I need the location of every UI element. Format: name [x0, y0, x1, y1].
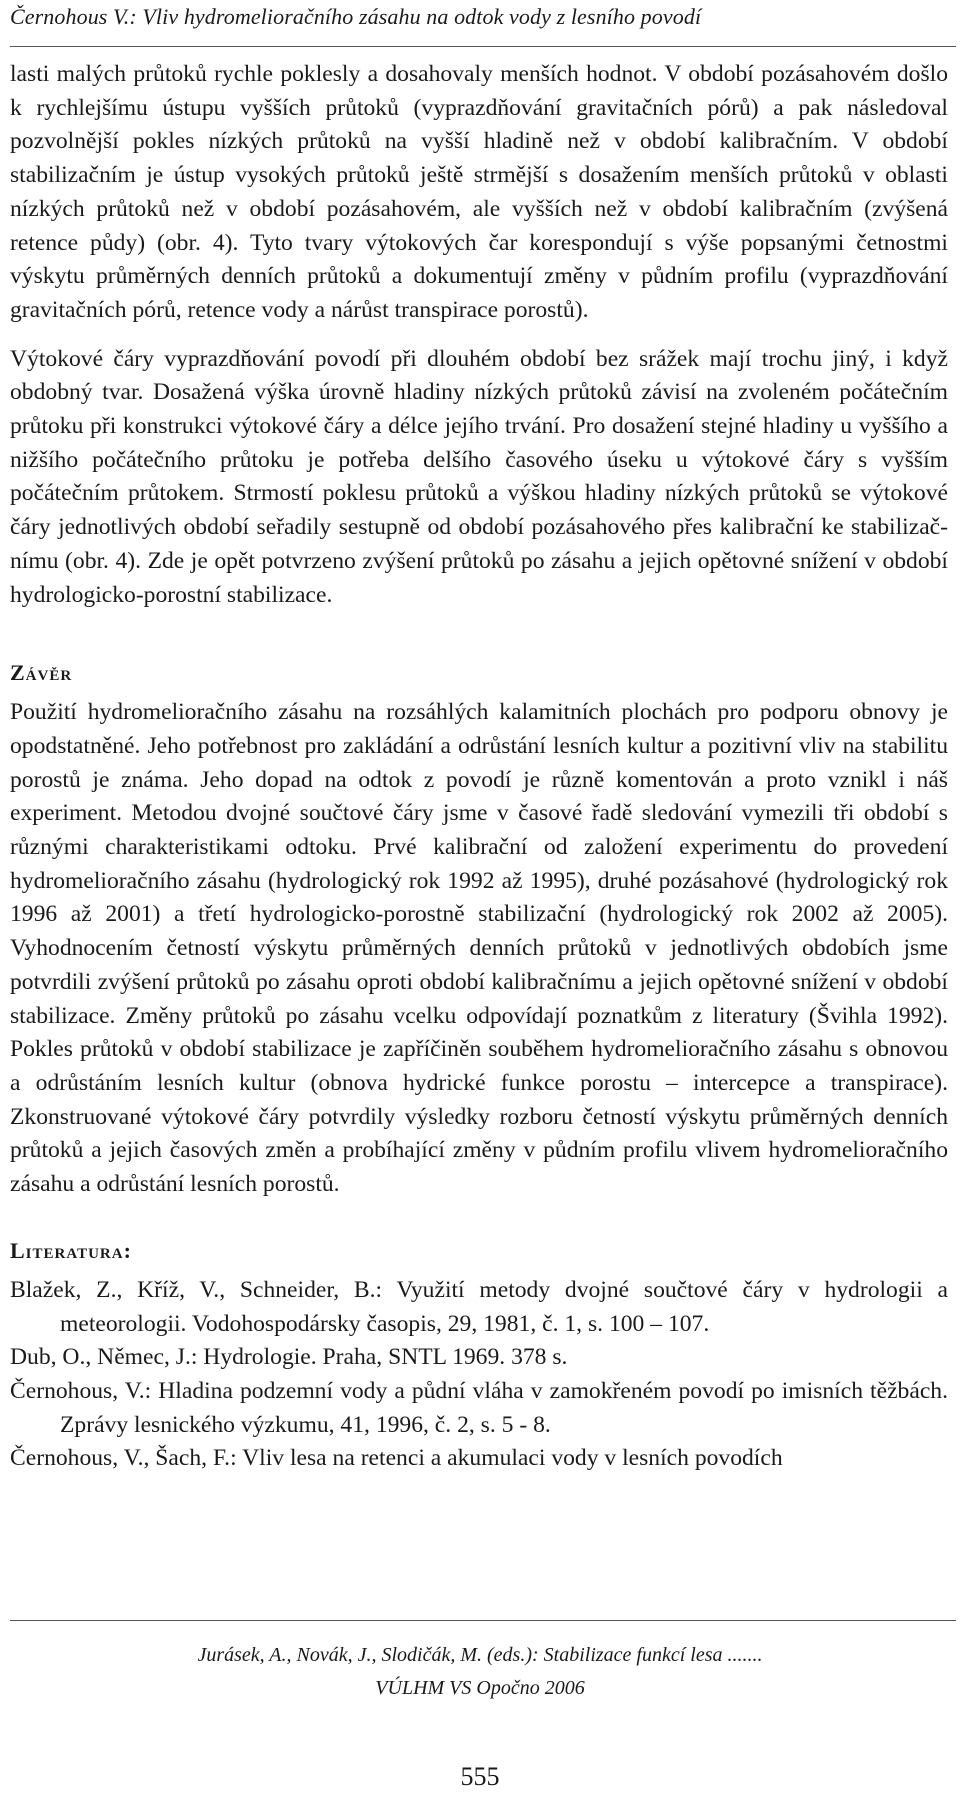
reference-item: Černohous, V., Šach, F.: Vliv lesa na retenci a akumulaci vody v lesních povodích [10, 1445, 783, 1472]
reference-item: Blažek, Z., Kříž, V., Schneider, B.: Využití metody dvojné součtové čáry v hydrologii a meteorologii. Vodohospodársky časopis, 29, 1981, č. 1, s. 100 – 107. [10, 1276, 948, 1337]
reference-list [10, 1274, 948, 1476]
footer-citation: Jurásek, A., Novák, J., Slodičák, M. (eds.): Stabilizace funkcí lesa ....... [197, 1644, 763, 1666]
body-paragraph: lasti malých průtoků rychle poklesly a dosahovaly menších hodnot. V období pozásahovém došlo k rychlejšímu ústupu vyšších průtoků (vyprazdňování gravitačních pórů) a pak následoval pozvolnější pokles nízkých průtoků na vyšší hladině než v období kalibračním. V období stabilizačním je ústup vysokých průtoků ještě strmější s dosažením menších průtoků v oblasti nízkých průtoků než v období pozásahovém, ale vyšších než v období kalibračním (zvýšená retence půdy) (obr. 4). Tyto tvary výtokových čar korespondují s výše popsanými četnostmi výskytu průměrných denních průtoků a dokumentují změny v půdním profilu (vyprazdňování gravitačních pórů, retence vody a nárůst transpirace porostů). [10, 61, 948, 323]
footer-rule [10, 1620, 956, 1621]
conclusion-heading: Závěr [10, 660, 73, 686]
reference-item: Černohous, V.: Hladina podzemní vody a půdní vláha v zamokřeném povodí po imisních těžbách. Zprávy lesnického výzkumu, 41, 1996, č. 2, s. 5 - 8. [10, 1377, 948, 1438]
running-head: Černohous V.: Vliv hydromelioračního zásahu na odtok vody z lesního povodí [10, 4, 702, 29]
header-rule [10, 46, 956, 47]
conclusion-paragraph: Použití hydromelioračního zásahu na rozsáhlých kalamitních plochách pro podporu obnovy je opodstatněné. Jeho potřebnost pro zakládání a odrůstání lesních kultur a pozitivní vliv na stabilitu porostů je známa. Jeho dopad na odtok z povodí je různě komentován a proto vznikl i náš experiment. Metodou dvojné součtové čáry jsme v časové řadě sledování vymezili tři období s různými charakteristikami odtoku. Prvé kalibrační od založení experimentu do provedení hydromelioračního zásahu (hydrologický rok 1992 až 1995), druhé pozásahové (hydrologický rok 1996 až 2001) a třetí hydrologicko-porostně stabilizační (hydrologický rok 2002 až 2005). Vyhodnocením četností výskytu průměrných denních průtoků v jednotlivých obdobích jsme potvrdili zvýšení průtoků po zásahu oproti období kalibračnímu a jejich opětovné snížení v období stabilizace. Změny průtoků po zásahu vcelku odpovídají poznatkům z literatury (Švihla 1992). Pokles průtoků v období stabilizace je zapříčiněn souběhem hydromelioračního zásahu s obnovou a odrůstáním lesních kultur (obnova hydrické funkce porostu – intercepce a transpirace). Zkonstruované výtokové čáry potvrdily výsledky rozboru četností výskytu průměrných denních průtoků a jejich časových změn a probíhající změny v půdním profilu vlivem hydromelioračního zásahu a odrůstání lesních porostů. [10, 699, 948, 1198]
body-paragraph: Výtokové čáry vyprazdňování povodí při dlouhém období bez srážek mají trochu jiný, i když obdobný tvar. Dosažená výška úrovně hladiny nízkých průtoků závisí na zvoleném počátečním průtoku při konstrukci výtokové čáry a délce jejího trvání. Pro dosažení stejné hladiny u vyššího a nižšího počátečního průtoku je potřeba delšího časového úseku u výtokové čáry s vyšším počátečním průtokem. Strmostí poklesu průtoků a výškou hladiny nízkých průtoků se výtokové čáry jednotlivých období seřadily sestupně od období pozásahového přes kalibrační ke stabilizačnímu (obr. 4). Zde je opět potvrzeno zvýšení průtoků po zásahu a jejich opětovné snížení v období hydrologicko-porostní stabilizace. [10, 345, 948, 608]
literature-heading: Literatura: [10, 1237, 132, 1263]
page-content [10, 58, 948, 1476]
reference-item: Dub, O., Němec, J.: Hydrologie. Praha, SNTL 1969. 378 s. [10, 1344, 568, 1371]
page-number: 555 [460, 1762, 500, 1791]
footer-publisher: VÚLHM VS Opočno 2006 [375, 1677, 585, 1699]
